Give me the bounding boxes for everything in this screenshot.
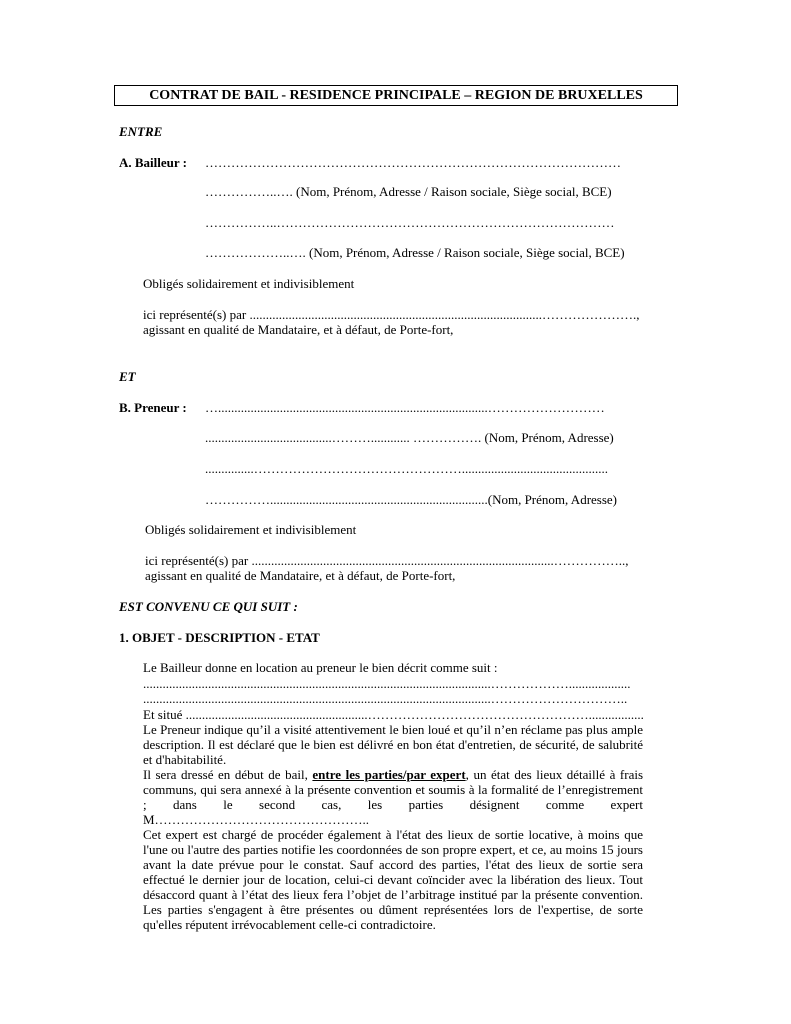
bailleur-line-2: ……………..…. (Nom, Prénom, Adresse / Raison sociale, Siège social, BCE) bbox=[205, 184, 612, 199]
preneur-label: B. Preneur : bbox=[119, 400, 187, 415]
situe-line: Et situé ........................................................……………………………………………................. bbox=[143, 707, 644, 722]
paragraph-visite: Le Preneur indique qu’il a visité attentivement le bien loué et qu’il n’en réclame pas plus ample description. Il est déclaré que le bien est délivré en bon état d'entretien, de sécurité, de salubrité et d'habitabilité. bbox=[143, 722, 643, 767]
parties-expert-underlined: entre les parties/par expert bbox=[312, 767, 466, 782]
paragraph-etat-des-lieux bbox=[143, 767, 643, 827]
preneur-line-3: ...............…………………………………………............................................. bbox=[205, 461, 608, 476]
preneur-qualite: agissant en qualité de Mandataire, et à défaut, de Porte-fort, bbox=[145, 568, 456, 583]
bailleur-line-3: ……………..…………………………………………………………………… bbox=[205, 215, 615, 230]
preneur-represente: ici représenté(s) par .............................................................................................…………….., bbox=[145, 553, 629, 568]
convenu-heading: EST CONVENU CE QUI SUIT : bbox=[119, 599, 298, 614]
preneur-line-2: .......................................………............ ……………. (Nom, Prénom, Adresse) bbox=[205, 430, 614, 445]
bailleur-represente: ici représenté(s) par ..........................................................................................…………………., bbox=[143, 307, 640, 322]
bailleur-qualite: agissant en qualité de Mandataire, et à défaut, de Porte-fort, bbox=[143, 322, 454, 337]
et-heading: ET bbox=[119, 369, 136, 384]
preneur-line-1: …...................................................................................……………………… bbox=[205, 400, 605, 415]
entre-heading: ENTRE bbox=[119, 124, 163, 139]
description-dots-1: ...........................................................................................................………………................... bbox=[143, 676, 631, 691]
document-title: CONTRAT DE BAIL - RESIDENCE PRINCIPALE – REGION DE BRUXELLES bbox=[114, 85, 678, 106]
paragraph-etat-start: Il sera dressé en début de bail, bbox=[143, 767, 313, 782]
bailleur-line-1: …………………………………………………………………………………… bbox=[205, 155, 621, 170]
description-dots-2: ...........................................................................................................………………………….. bbox=[143, 691, 628, 706]
section-1-intro: Le Bailleur donne en location au preneur le bien décrit comme suit : bbox=[143, 660, 498, 675]
preneur-line-4: ……………...................................................................(Nom, Prénom, Adresse) bbox=[205, 492, 618, 507]
bailleur-label: A. Bailleur : bbox=[119, 155, 188, 170]
section-1-body bbox=[143, 722, 643, 932]
paragraph-etat-end: , un état des lieux détaillé à frais communs, qui sera annexé à la présente convention et soumis à la formalité de l’enregistrement ; dans le second cas, les parties désignent comme expert M………………………………………….. bbox=[143, 767, 644, 827]
section-1-heading: 1. OBJET - DESCRIPTION - ETAT bbox=[119, 630, 320, 645]
bailleur-solidaire: Obligés solidairement et indivisiblement bbox=[143, 276, 355, 291]
bailleur-line-4: ………………..…. (Nom, Prénom, Adresse / Raison sociale, Siège social, BCE) bbox=[205, 245, 625, 260]
paragraph-expert: Cet expert est chargé de procéder également à l'état des lieux de sortie locative, à moins que l'une ou l'autre des parties notifie les coordonnées de son propre expert, et ce, au moins 15 jours avant la date prévue pour le constat. Sauf accord des parties, l'état des lieux de sortie sera effectué le dernier jour de location, celui-ci devant coïncider avec la libération des lieux. Tout désaccord quant à l’état des lieux fera l’objet de l’arbitrage institué par la présente convention. Les parties s'engagent à être présentes ou dûment représentées lors de l'expertise, de sorte qu'elles réputent irrévocablement celle-ci contradictoire. bbox=[143, 827, 643, 932]
preneur-solidaire: Obligés solidairement et indivisiblement bbox=[145, 522, 357, 537]
